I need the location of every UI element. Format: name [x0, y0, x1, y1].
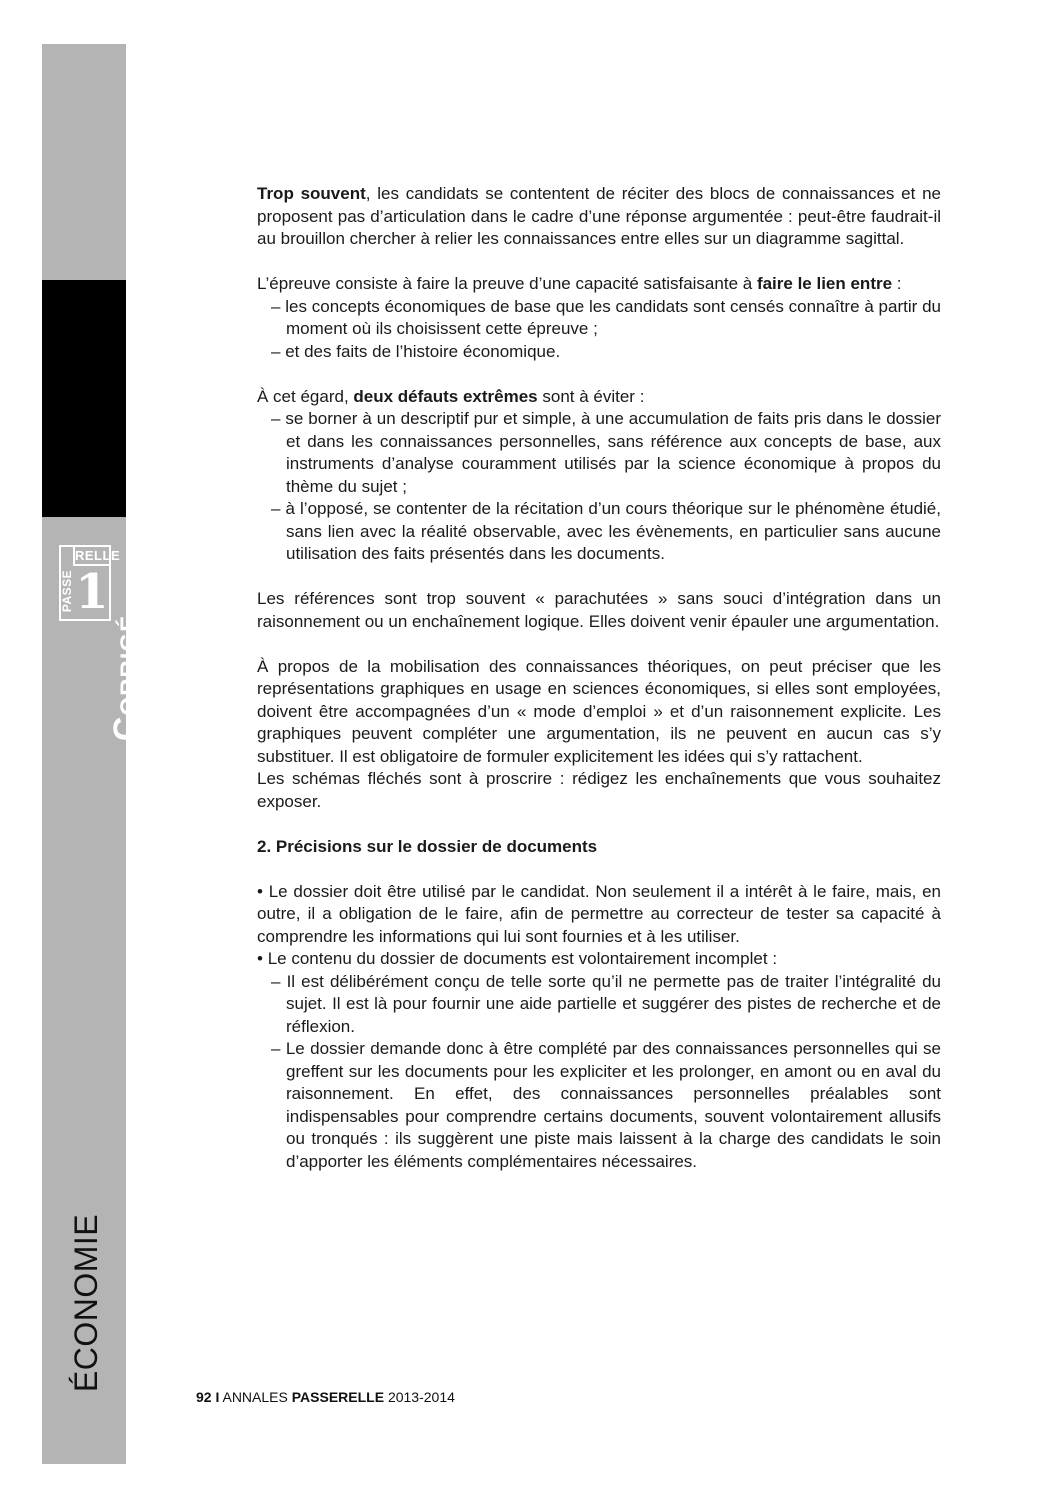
bullet-1: • Le dossier doit être utilisé par le candidat. Non seulement il a intérêt à le faire, mais, en outre, il a obligation de le faire, afin de permettre au correcteur de tester sa capacité à comprendre les informations qui lui sont fournies et à les utiliser. — [257, 881, 941, 949]
paragraph-3 — [257, 386, 941, 409]
footer-annales: ANNALES — [222, 1389, 288, 1405]
list-item: – se borner à un descriptif pur et simple, à une accumulation de faits pris dans le dossier et dans les connaissances personnelles, sans référence aux concepts de base, aux instruments d’analyse couramment utilisés par la science économique à propos du thème du sujet ; — [257, 408, 941, 498]
page-number: 92 — [196, 1389, 212, 1405]
p1-bold: Trop souvent — [257, 184, 366, 203]
p1-text: , les candidats se contentent de réciter des blocs de connaissances et ne proposent pas d’articulation dans le cadre d’une réponse argumentée : peut-être faudrait-il au brouillon chercher à relier les connaissances entre elles sur un diagramme sagittal. — [257, 184, 942, 248]
body-text — [257, 183, 941, 1173]
passerelle-1-logo — [59, 545, 121, 621]
p2-pre: L’épreuve consiste à faire la preuve d’une capacité satisfaisante à — [257, 274, 757, 293]
p3-bold: deux défauts extrêmes — [353, 386, 538, 406]
paragraph-6: Les schémas fléchés sont à proscrire : rédigez les enchaînements que vous souhaitez exposer. — [257, 769, 941, 811]
list-item: – à l’opposé, se contenter de la récitation d’un cours théorique sur le phénomène étudié, sans lien avec la réalité observable, avec les évènements, en particulier sans aucune utilisation des faits présentés dans les documents. — [257, 498, 941, 566]
p2-post: : — [892, 274, 902, 293]
section-label: ÉCONOMIE — [68, 1213, 104, 1393]
p3-post: sont à éviter : — [537, 386, 645, 406]
list-item: – Le dossier demande donc à être complété par des connaissances personnelles qui se greffent sur les documents pour les expliciter et les prolonger, en amont ou en aval du raisonnement. En effet, des connaissances personnelles préalables sont indispensables pour comprendre certains documents, souvent volontairement allusifs ou tronqués : ils suggèrent une piste mais laissent à la charge des candidats le soin d’apporter les éléments complémentaires nécessaires. — [257, 1038, 941, 1173]
bullet-2: • Le contenu du dossier de documents est volontairement incomplet : — [257, 948, 941, 971]
paragraph-1 — [257, 183, 941, 251]
paragraph-4: Les références sont trop souvent « parachutées » sans souci d’intégration dans un raisonnement ou un enchaînement logique. Elles doivent venir épauler une argumentation. — [257, 589, 941, 631]
logo-number: 1 — [75, 564, 109, 620]
p3-pre: À cet égard, — [257, 386, 354, 406]
footer-year: 2013-2014 — [387, 1389, 455, 1405]
page-footer — [196, 1389, 455, 1405]
footer-brand: PASSERELLE — [291, 1389, 385, 1405]
p2-bold: faire le lien entre — [756, 274, 893, 293]
paragraph-2 — [257, 273, 941, 296]
footer-separator: I — [215, 1389, 220, 1405]
list-item: – et des faits de l’histoire économique. — [257, 341, 941, 364]
list-item: – Il est délibérément conçu de telle sorte qu’il ne permette pas de traiter l’intégralité du sujet. Il est là pour fournir une aide partielle et suggérer des pistes de recherche et de réflexion. — [257, 971, 941, 1039]
corrige-label: Corrigé — [107, 614, 145, 742]
paragraph-5: À propos de la mobilisation des connaissances théoriques, on peut préciser que les représentations graphiques en usage en sciences économiques, si elles sont employées, doivent être accompagnées d’un « mode d’emploi » et d’un raisonnement explicite. Les graphiques peuvent compléter une argumentation, ils ne peuvent en aucun cas s’y substituer. Il est obligatoire de formuler explicitement les idées qui s’y rattachent. — [257, 656, 941, 766]
logo-top-text: RELLE — [73, 547, 111, 566]
logo-side-text: PASSE — [60, 569, 74, 613]
list-item: – les concepts économiques de base que les candidats sont censés connaître à partir du moment où ils choisissent cette épreuve ; — [257, 296, 941, 341]
section-heading: 2. Précisions sur le dossier de documents — [257, 836, 598, 856]
